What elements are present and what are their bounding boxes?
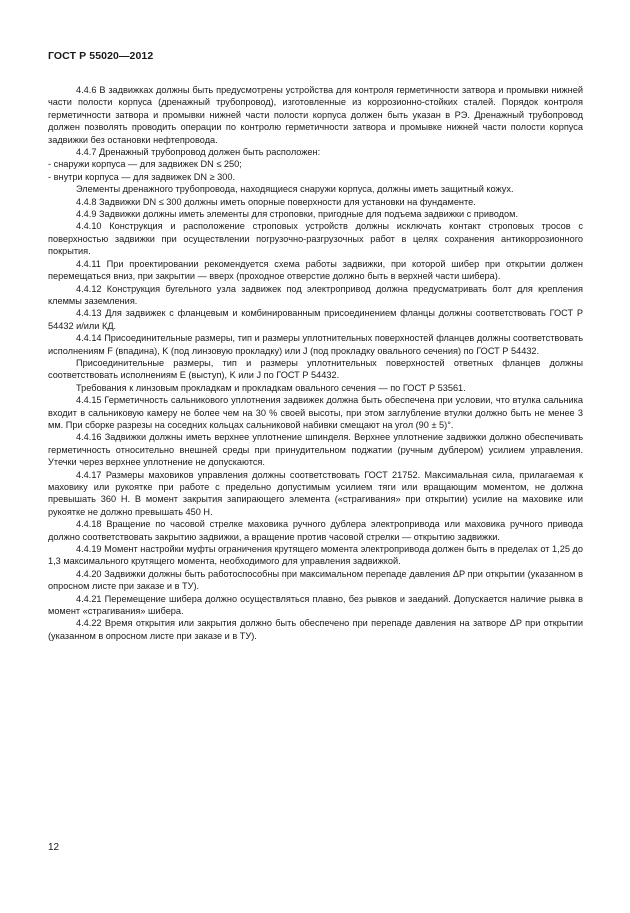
- document-header: ГОСТ Р 55020—2012: [48, 50, 154, 62]
- paragraph-4-4-15: 4.4.15 Герметичность сальникового уплотнения задвижек должна быть обеспечена при условии, что втулка сальника входит в сальниковую камеру не более чем на 30 % своей высоты, при этом заглубление втулки должно быть не менее 3 мм. При сборке разрезы на соседних кольцах сальниковой набивки смещают на угол (90 ± 5)°.: [48, 395, 583, 430]
- paragraph-4-4-11: 4.4.11 При проектировании рекомендуется схема работы задвижки, при которой шибер при открытии должен перемещаться вниз, при закрытии — вверх (проходное отверстие должно быть в верхней части шибера).: [48, 258, 583, 282]
- paragraph-4-4-14: 4.4.14 Присоединительные размеры, тип и размеры уплотнительных поверхностей фланцев должны соответствовать исполнениям F (впадина), K (под линзовую прокладку) или J (под прокладку овального сечения) по ГОСТ Р 54432.: [48, 333, 583, 356]
- paragraph-4-4-6: 4.4.6 В задвижках должны быть предусмотрены устройства для контроля герметичности затвора и промывки нижней части полости корпуса (дренажный трубопровод), изготовленные из коррозионно-стойких сталей. Порядок контроля герметичности затвора и промывки нижней части полости корпуса должен быть указан в РЭ. Дренажный трубопровод должен позволять проводить операции по контролю герметичности затвора и промывке нижней части полости корпуса задвижки без остановки нефтепровода.: [48, 85, 583, 145]
- list-item-inside: - внутри корпуса — для задвижек DN ≥ 300.: [48, 171, 236, 182]
- list-item-outside: - снаружи корпуса — для задвижек DN ≤ 250;: [48, 159, 242, 170]
- paragraph-4-4-18: 4.4.18 Вращение по часовой стрелке маховика ручного дублера электропривода или маховика ручного привода должно соответствовать закрытию задвижки, а вращение против часовой стрелки — открытию задвижки.: [48, 519, 583, 542]
- paragraph-4-4-16: 4.4.16 Задвижки должны иметь верхнее уплотнение шпинделя. Верхнее уплотнение задвижки должно обеспечивать герметичность относительно внешней среды при принудительном поджатии (ручным дублером) усилием управления. Утечки через верхнее уплотнение не допускаются.: [48, 432, 583, 468]
- paragraph-4-4-20: 4.4.20 Задвижки должны быть работоспособны при максимальном перепаде давления ΔP при открытии (указанном в опросном листе при заказе и в ТУ).: [48, 568, 583, 592]
- paragraph-4-4-8: 4.4.8 Задвижки DN ≤ 300 должны иметь опорные поверхности для установки на фундаменте.: [76, 196, 476, 207]
- paragraph-4-4-9: 4.4.9 Задвижки должны иметь элементы для строповки, пригодные для подъема задвижки с приводом.: [76, 209, 519, 220]
- document-body: [48, 84, 583, 642]
- paragraph-4-4-10: 4.4.10 Конструкция и расположение строповых устройств должны исключать контакт строповых тросов с поверхностью задвижки при осуществлении погрузочно-разгрузочных работ в целях сохранения антикоррозионного покрытия.: [48, 221, 583, 257]
- paragraph-4-4-22: 4.4.22 Время открытия или закрытия должно быть обеспечено при перепаде давления на затворе ΔP при открытии (указанном в опросном листе при заказе и в ТУ).: [48, 618, 583, 641]
- paragraph-4-4-7: 4.4.7 Дренажный трубопровод должен быть расположен:: [76, 147, 321, 158]
- paragraph-4-4-21: 4.4.21 Перемещение шибера должно осуществляться плавно, без рывков и заеданий. Допускается наличие рывка в момент «страгивания» шибера.: [48, 593, 583, 617]
- paragraph-4-4-12: 4.4.12 Конструкция бугельного узла задвижек под электропривод должна предусматривать болт для крепления клеммы заземления.: [48, 283, 583, 306]
- paragraph-4-4-19: 4.4.19 Момент настройки муфты ограничения крутящего момента электропривода должен быть в пределах от 1,25 до 1,3 максимального крутящего момента, необходимого для управления задвижкой.: [48, 544, 583, 567]
- paragraph-4-4-13: 4.4.13 Для задвижек с фланцевым и комбинированным присоединением фланцы должны соответствовать ГОСТ Р 54432 и/или КД.: [48, 308, 583, 331]
- page-number: 12: [48, 842, 60, 853]
- paragraph-drain-elements: Элементы дренажного трубопровода, находящиеся снаружи корпуса, должны иметь защитный кожух.: [76, 184, 514, 195]
- paragraph-4-4-17: 4.4.17 Размеры маховиков управления должны соответствовать ГОСТ 21752. Максимальная сила, прилагаемая к маховику или рукоятке при работе с предельно допустимым усилием тяги или вращающим моментом, не должна превышать 360 Н. В момент закрытия запирающего элемента («страгивания» при открытии) усилие на маховике или рукоятке не должно превышать 450 Н.: [48, 469, 583, 517]
- paragraph-counter-flanges: Присоединительные размеры, тип и размеры уплотнительных поверхностей ответных фланцев должны соответствовать исполнениям E (выступ), K или J по ГОСТ Р 54432.: [48, 357, 583, 381]
- paragraph-gasket-requirements: Требования к линзовым прокладкам и прокладкам овального сечения — по ГОСТ Р 53561.: [76, 382, 466, 393]
